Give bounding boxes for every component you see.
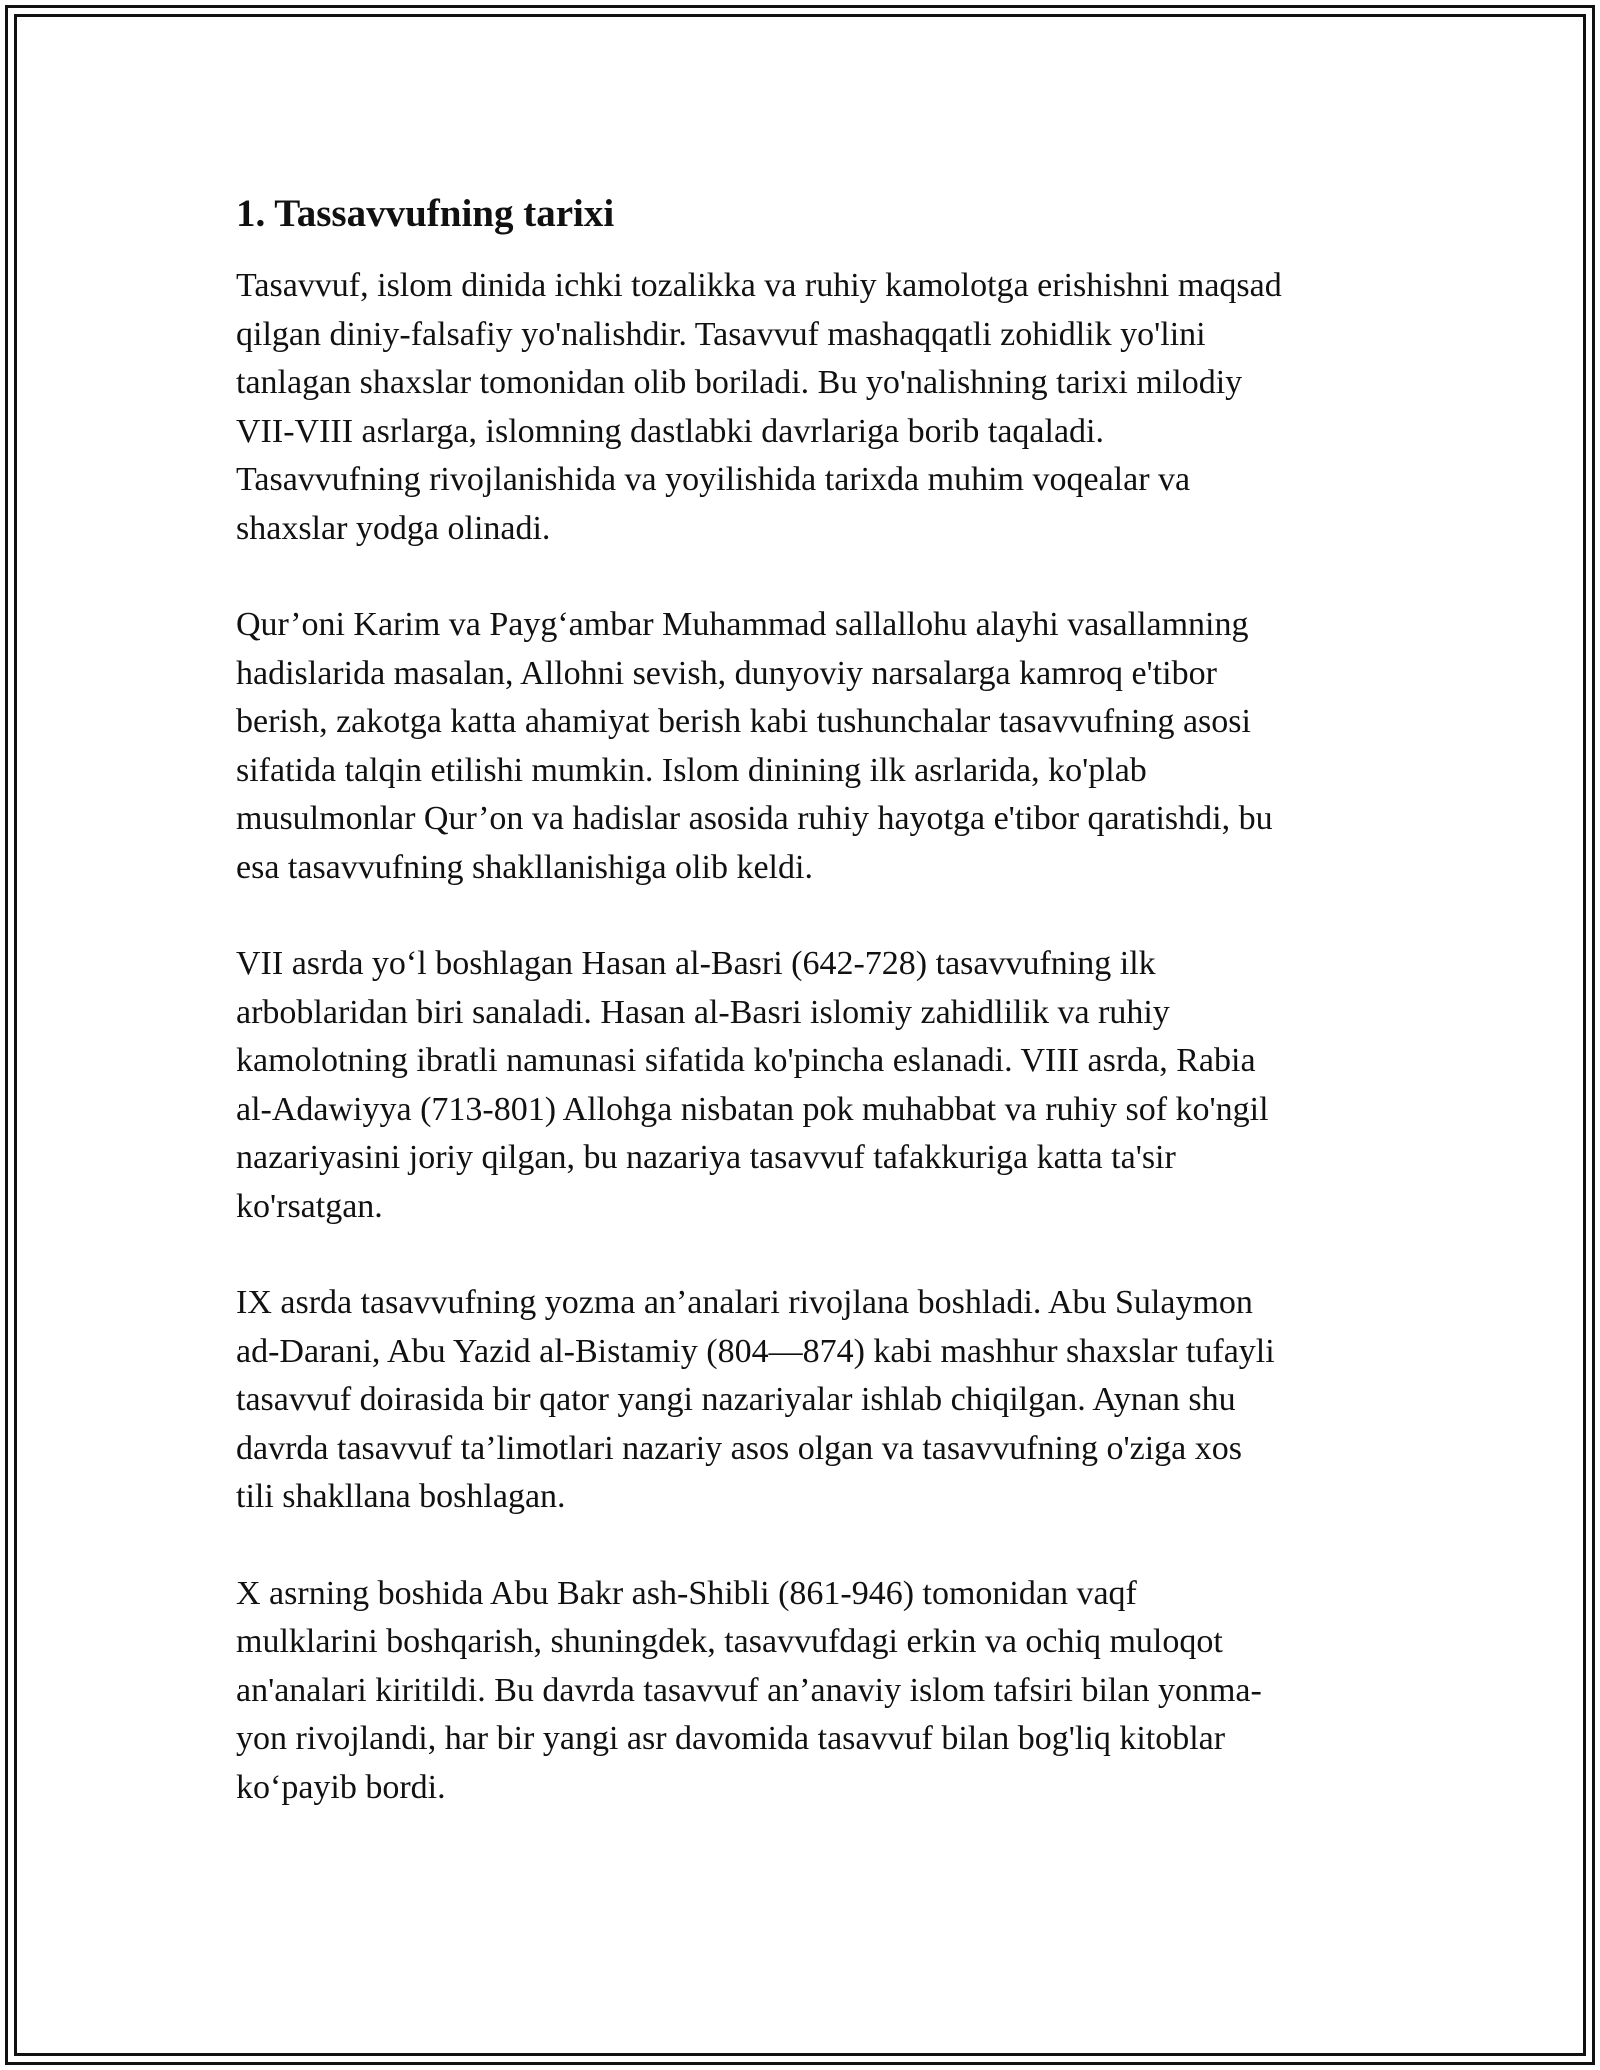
- paragraph-3: [236, 940, 1376, 1231]
- paragraph-line: davrda tasavvuf ta’limotlari nazariy asos olgan va tasavvufning o'ziga xos: [236, 1429, 1242, 1467]
- paragraph-line: hadislarida masalan, Allohni sevish, dunyoviy narsalarga kamroq e'tibor: [236, 654, 1217, 692]
- paragraph-line: ko‘payib bordi.: [236, 1768, 446, 1806]
- paragraph-4: [236, 1279, 1376, 1522]
- paragraph-line: kamolotning ibratli namunasi sifatida ko'pincha eslanadi. VIII asrda, Rabia: [236, 1042, 1256, 1079]
- paragraph-5: [236, 1570, 1376, 1813]
- paragraph-line: VII asrda yo‘l boshlagan Hasan al-Basri (642-728) tasavvufning ilk: [236, 945, 1156, 982]
- paragraph-line: X asrning boshida Abu Bakr ash-Shibli (861-946) tomonidan vaqf: [236, 1574, 1137, 1612]
- paragraph-line: Qur’oni Karim va Payg‘ambar Muhammad sallallohu alayhi vasallamning: [236, 606, 1249, 643]
- paragraph-line: tanlagan shaxslar tomonidan olib boriladi. Bu yo'nalishning tarixi milodiy: [236, 364, 1243, 401]
- paragraph-line: yon rivojlandi, har bir yangi asr davomida tasavvuf bilan bog'liq kitoblar: [236, 1720, 1226, 1757]
- paragraph-line: ko'rsatgan.: [236, 1187, 383, 1225]
- paragraph-line: nazariyasini joriy qilgan, bu nazariya tasavvuf tafakkuriga katta ta'sir: [236, 1139, 1176, 1176]
- paragraph-line: an'analari kiritildi. Bu davrda tasavvuf an’anaviy islom tafsiri bilan yonma-: [236, 1671, 1262, 1709]
- paragraph-line: tili shakllana boshlagan.: [236, 1478, 566, 1515]
- paragraph-line: shaxslar yodga olinadi.: [236, 509, 551, 547]
- paragraph-line: musulmonlar Qur’on va hadislar asosida ruhiy hayotga e'tibor qaratishdi, bu: [236, 800, 1273, 837]
- section-title: 1. Tassavvufning tarixi: [236, 192, 615, 235]
- paragraph-2: [236, 601, 1376, 892]
- paragraph-line: al-Adawiyya (713-801) Allohga nisbatan pok muhabbat va ruhiy sof ko'ngil: [236, 1090, 1269, 1128]
- paragraph-line: ad-Darani, Abu Yazid al-Bistamiy (804—874) kabi mashhur shaxslar tufayli: [236, 1332, 1275, 1370]
- paragraph-line: berish, zakotga katta ahamiyat berish kabi tushunchalar tasavvufning asosi: [236, 703, 1251, 740]
- paragraph-line: arboblaridan biri sanaladi. Hasan al-Basri islomiy zahidlilik va ruhiy: [236, 993, 1170, 1031]
- paragraph-line: IX asrda tasavvufning yozma an’analari rivojlana boshladi. Abu Sulaymon: [236, 1284, 1253, 1321]
- paragraph-line: esa tasavvufning shakllanishiga olib keldi.: [236, 848, 813, 886]
- paragraph-line: sifatida talqin etilishi mumkin. Islom dinining ilk asrlarida, ko'plab: [236, 751, 1147, 789]
- paragraph-line: VII-VIII asrlarga, islomning dastlabki davrlariga borib taqaladi.: [236, 412, 1104, 450]
- paragraph-line: mulklarini boshqarish, shuningdek, tasavvufdagi erkin va ochiq muloqot: [236, 1623, 1223, 1660]
- paragraph-1: [236, 262, 1376, 553]
- paragraph-line: Tasavvufning rivojlanishida va yoyilishida tarixda muhim voqealar va: [236, 461, 1191, 498]
- document-body: [236, 188, 1376, 1860]
- paragraph-line: Tasavvuf, islom dinida ichki tozalikka va ruhiy kamolotga erishishni maqsad: [236, 267, 1282, 304]
- paragraph-line: tasavvuf doirasida bir qator yangi nazariyalar ishlab chiqilgan. Aynan shu: [236, 1381, 1236, 1418]
- paragraph-line: qilgan diniy-falsafiy yo'nalishdir. Tasavvuf mashaqqatli zohidlik yo'lini: [236, 315, 1206, 353]
